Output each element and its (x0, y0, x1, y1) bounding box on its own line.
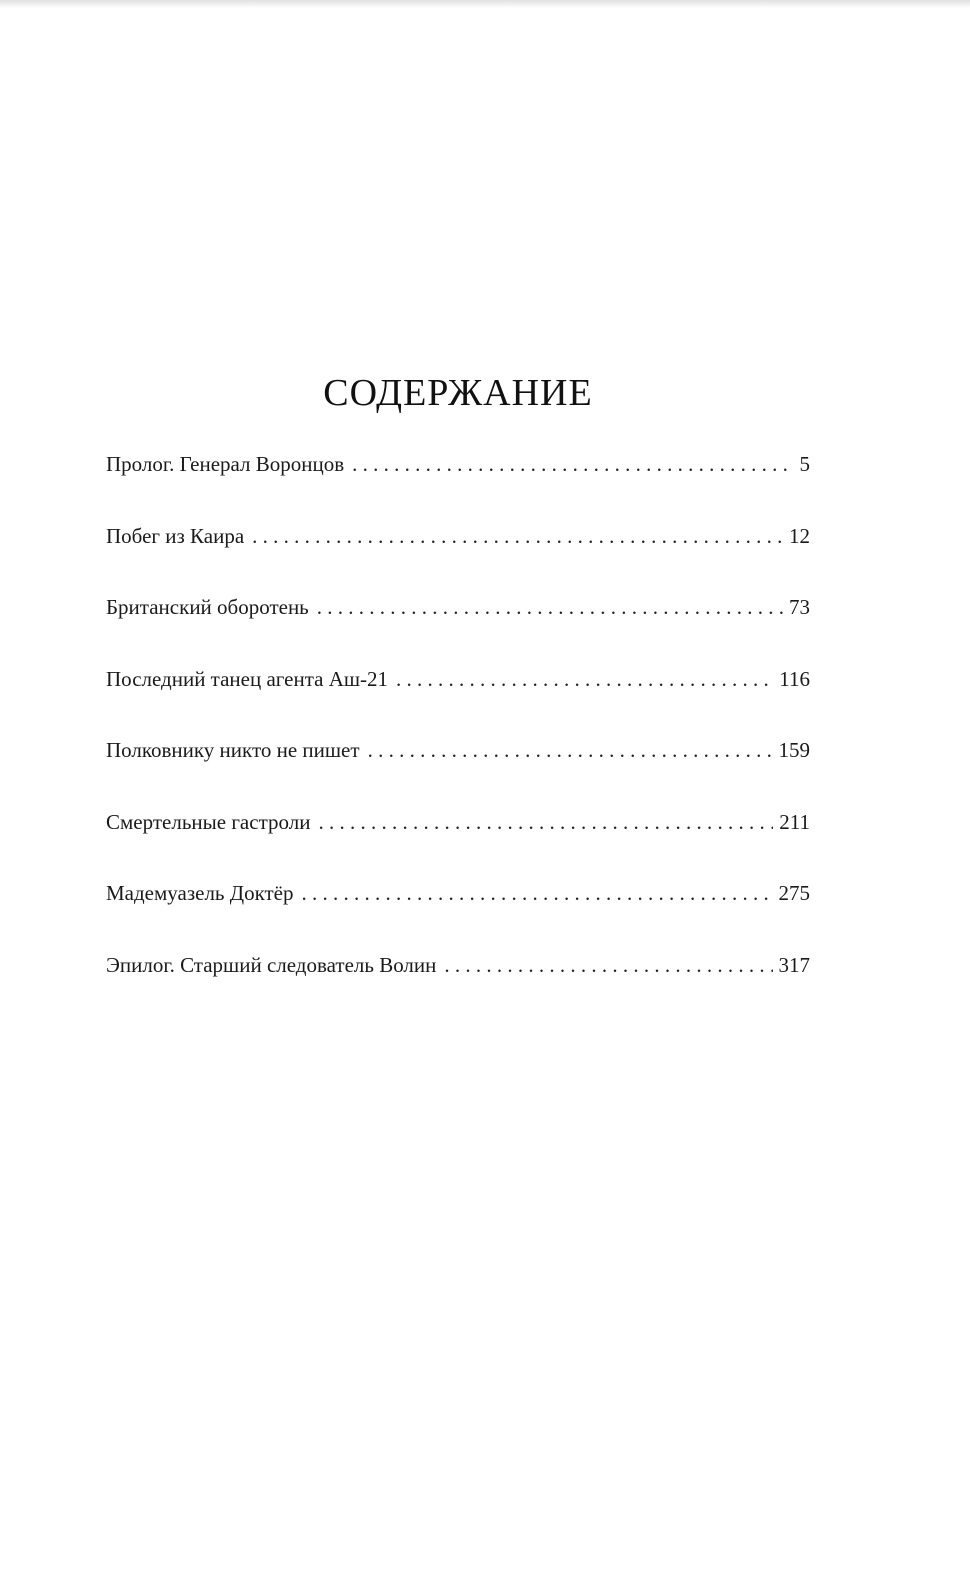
toc-entry-label: Полковнику никто не пишет (106, 738, 360, 762)
toc-dot-leader (444, 947, 772, 983)
toc-dot-leader (252, 518, 783, 554)
toc-entry-page: 317 (778, 952, 810, 977)
toc-entry[interactable] (106, 589, 810, 661)
page-top-shadow (0, 0, 970, 8)
toc-entry-label: Пролог. Генерал Воронцов (106, 452, 345, 476)
toc-list (106, 446, 810, 1018)
toc-entry-page: 5 (799, 452, 810, 476)
toc-dot-leader (318, 804, 773, 840)
toc-entry-page: 12 (789, 523, 810, 548)
toc-entry-label: Мадемуазель Доктёр (106, 881, 294, 905)
toc-entry-page: 73 (789, 595, 810, 619)
toc-entry-label: Последний танец агента Аш-21 (106, 666, 389, 691)
toc-entry[interactable] (106, 804, 810, 876)
toc-dot-leader (302, 875, 773, 911)
toc-entry-label: Британский оборотень (106, 595, 309, 619)
toc-entry[interactable] (106, 947, 810, 1019)
toc-entry-label: Смертельные гастроли (106, 809, 311, 834)
toc-entry-page: 211 (779, 809, 810, 834)
toc-dot-leader (396, 661, 773, 697)
toc-entry[interactable] (106, 446, 810, 518)
toc-title: СОДЕРЖАНИЕ (323, 372, 593, 415)
toc-entry[interactable] (106, 732, 810, 804)
toc-entry-label: Эпилог. Старший следователь Волин (106, 952, 437, 977)
toc-dot-leader (317, 589, 783, 625)
toc-entry[interactable] (106, 518, 810, 590)
toc-dot-leader (368, 732, 773, 768)
toc-entry[interactable] (106, 661, 810, 733)
toc-entry-page: 159 (778, 738, 810, 762)
toc-entry-page: 116 (779, 666, 810, 691)
toc-entry-page: 275 (778, 881, 810, 905)
toc-entry[interactable] (106, 875, 810, 947)
toc-entry-label: Побег из Каира (106, 523, 245, 548)
toc-dot-leader (352, 446, 793, 482)
